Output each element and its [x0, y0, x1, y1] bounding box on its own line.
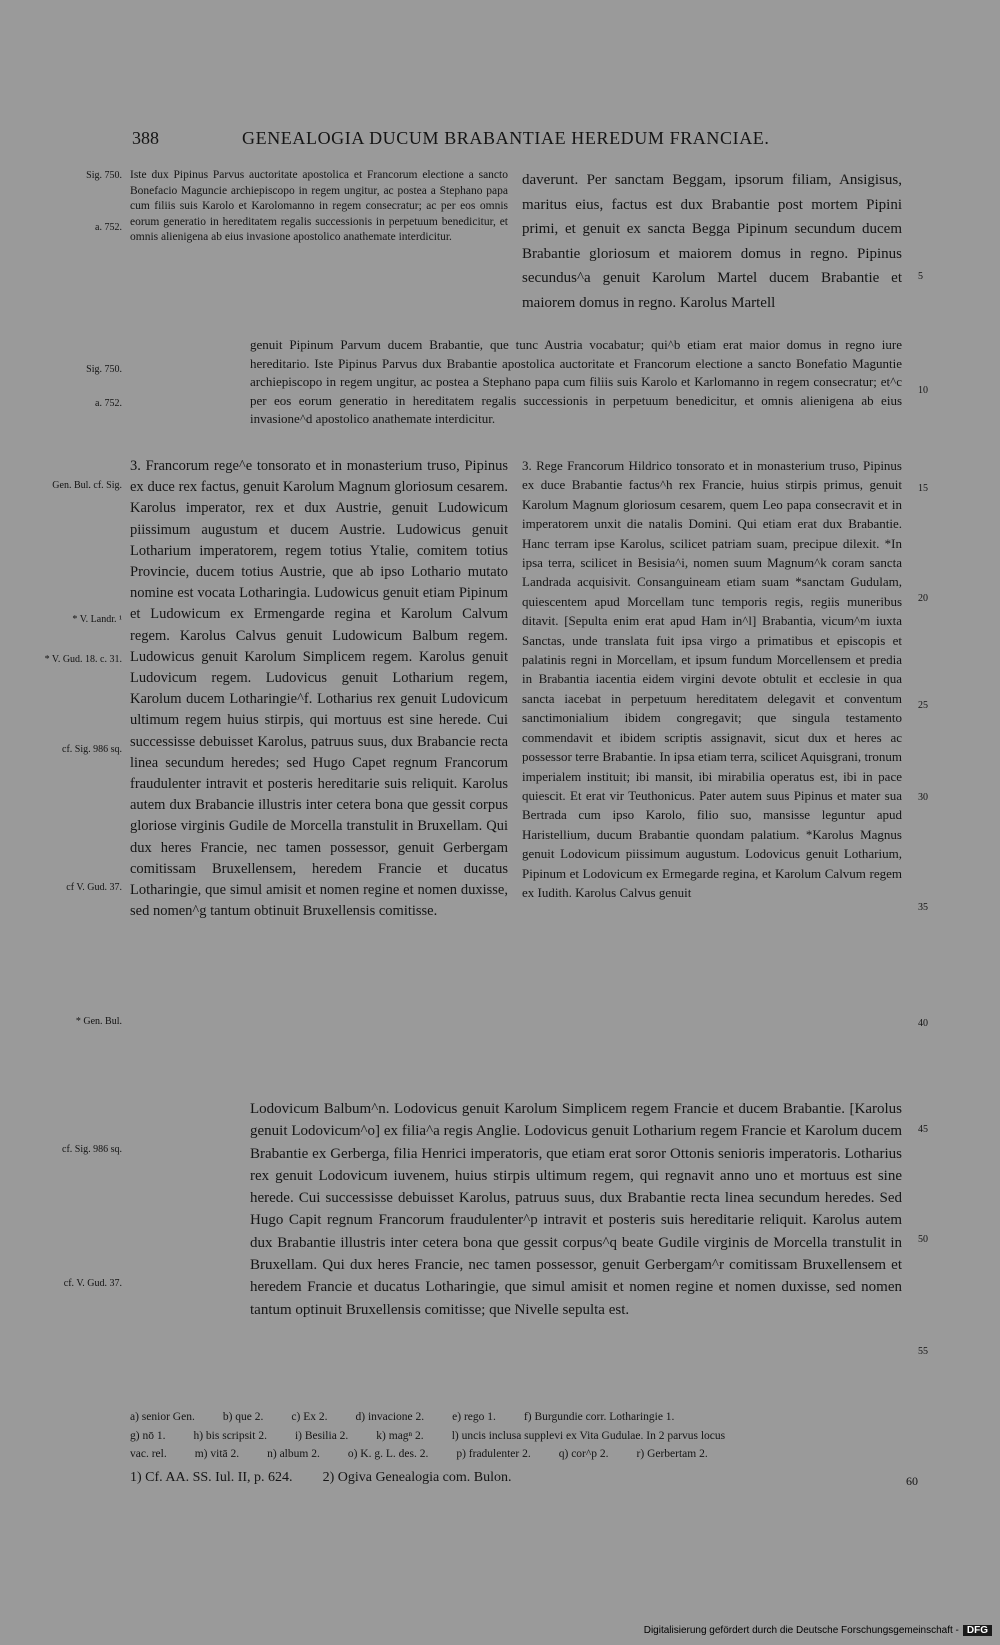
left-column-text: 3. Francorum rege^e tonsorato et in monasterium truso, Pipinus ex duce rex factus, genuit Karolum Magnum gloriosum cesarem. Karolus imperator, rex et dux Austrie, genuit Ludowicum piissimum augustum et ducem Austrie. Ludowicus genuit Lotharium imperatorem, regem totius Ytalie, comitem totius Provincie, ducem totius Austrie, que ab ipso Lothario mutato nomine est vocata Lotharingia. Ludowicus genuit etiam Pipinum et Ludowicum ex Ermengarde regina et Karolum Calvum regem. Karolus Calvus genuit Ludowicum Balbum regem. Ludowicus genuit Karolum Simplicem regem. Karolus genuit Ludovicum regem. Ludovicus genuit Lotharium regem, Karolum ducem Lotharingie^f. Lotharius rex genuit Ludovicum ultimum regem huius stirpis, qui mortuus est sine herede. Cui successisse debuisset Karolus, patruus suus, dux Brabancie recta linea secundum heredes; sed Hugo Capet regnum Francorum fraudulenter intravit et posteris hereditarie suis reliquit. Karolus autem dux Brabancie illustris inter cetera bona que gessit corpus gloriose virginis Gudile de Morcella transtulit in Bruxellam. Qui dux heres Francie, nec tamen possessor, genuit Gerbergam comitissam Bruxellensem, heredem Francie et ducatus Lotharingie, que simul amisit et nomen regine et nomen duxisse, sed nomen^g tantum obtinuit Bruxellensis comitisse.	[130, 458, 508, 920]
text-block-full-2: Lodovicum Balbum^n. Lodovicus genuit Karolum Simplicem regem Francie et ducem Brabantie. [Karolus genuit Lodovicum^o] ex filia^a regis Anglie. Lodovicus genuit Lotharium regem Francie et Karolum ducem Brabantie ex Gerberga, filia Henrici imperatoris, que etiam erat soror Ottonis senioris imperatoris. Lotharius rex genuit Lodovicum iuvenem, huius stirpis ultimum regem, qui regnavit anno uno et mortuus est sine herede. Cui successisse debuisset Karolus, patruus suus, dux Brabantie recta linea secundum heredes. Sed Hugo Capit regnum Francorum fraudulenter^p intravit et posteris suis hereditarie reliquit. Karolus autem dux Brabantie illustris inter cetera bona que gessit corpus^q beate Gudile virginis de Morcella transtulit in Bruxellam. Qui dux heres Francie, nec tamen possessor, genuit Gerbergam^r comitissam Bruxellensem et heredem Francie et ducatus Lotharingie, que simul amisit et nomen regine et nomen duxisse, sed nomen tantum optinuit Bruxellensis comitisse; que Nivelle sepulta est.	[250, 1101, 902, 1318]
line-number: 15	[918, 483, 928, 494]
line-number: 55	[918, 1346, 928, 1357]
footer-line-number: 60	[906, 1474, 918, 1488]
line-number: 5	[918, 271, 923, 282]
margin-ref: a. 752.	[95, 222, 122, 233]
footnote: 2) Ogiva Genealogia com. Bulon.	[322, 1470, 512, 1485]
margin-ref: cf. Sig. 986 sq.	[62, 1144, 122, 1155]
variant-notes-line: a) senior Gen. b) que 2. c) Ex 2. d) invacione 2. e) rego 1. f) Burgundie corr. Lotharingie 1.	[130, 1411, 675, 1423]
variant-notes	[130, 1408, 902, 1464]
right-column-text: 3. Rege Francorum Hildrico tonsorato et in monasterium truso, Pipinus ex duce Brabantie factus^h rex Francie, huius stirpis primus, genuit Karolum Magnum gloriosum cesarem, quem Leo papa consecravit et in imperatorem unxit die natalis Domini. Qui etiam erat dux Brabantie. Hanc terram ipse Karolus, scilicet patriam suam, precipue dilexit. *In ipsa terra, scilicet in Besisia^i, nomen suum Magnum^k coram sancta Landrada acquisivit. Consanguineam etiam suam *sanctam Gudulam, quiescentem apud Morcellam tunc temporis regis, regiis muneribus ditavit. [Sepulta enim erat apud Ham in^l] Brabantia, vicum^m iuxta Sanctas, unde translata fuit ipsa virgo a primatibus et episcopis et palatinis regni in Morcellam, et ipsum fundum Morcellensem et predia in Brabantia iacentia eidem virgini devote obtulit et ecclesie in qua sancta iacebat in perpetuum hereditatem delegavit et conventum sanctimonialium ibidem congregavit; que singula testamento commendavit et ibidem scriptis assignavit, sicut dux et heres ac possessor terre Brabantie. In ipsa etiam terra, scilicet Aquisgrani, tronum imperialem instituit; ibi mansit, ibi mirabilia operatus est, ibi in pace quiescit. Et erat vir Teuthonicus. Pater autem suus Pipinus et mater sua Bertrada cum ipso Karolo, filio suo, mansisse leguntur apud Haristellium, ducum Brabantie quondam palatium. *Karolus Magnus genuit Lodovicum piissimum augustum. Lodovicus genuit Lotharium, Pipinum et Lodovicum ex Ermegarde regina, et Karolum Calvum regem ex Iudith. Karolus Calvus genuit	[522, 458, 902, 900]
line-number: 40	[918, 1018, 928, 1029]
line-number: 45	[918, 1124, 928, 1135]
dfg-credit: Digitalisierung gefördert durch die Deutsche Forschungsgemeinschaft - DFG	[644, 1625, 992, 1636]
line-number: 35	[918, 902, 928, 913]
page-title: GENEALOGIA DUCUM BRABANTIAE HEREDUM FRANCIAE.	[242, 128, 770, 148]
variant-notes-line: vac. rel. m) vitā 2. n) album 2. o) K. g. L. des. 2. p) fradulenter 2. q) cor^p 2. r) Gerbertam 2.	[130, 1448, 708, 1460]
margin-ref: Sig. 750.	[86, 170, 122, 181]
text-block-top-right: daverunt. Per sanctam Beggam, ipsorum filiam, Ansigisus, maritus eius, factus est dux Brabantie post mortem Pipini primi, et genuit ex sancta Begga Pipinum secundum ducem Brabantie gloriosum et maiorem domus in regno. Pipinus secundus^a genuit Karolum Martel ducem Brabantie et maiorem domus in regno. Karolus Martell	[522, 172, 902, 311]
text-block-full-1: genuit Pipinum Parvum ducem Brabantie, que tunc Austria vocabatur; qui^b etiam erat maior domus in regno iure hereditario. Iste Pipinus Parvus dux Brabantie apostolica auctoritate et Francorum electione a sancto Bonefatio Maguntie archiepiscopo in regem ungitur, ac postea a Stephano papa cum filiis suis Karolo et Karlomanno in regem consecratur; et^c per eos eorum generatio in hereditatem regalis successionis in perpetuum benedicitur, et omnis alienigena ab eius invasione^d apostolico anathemate interdicitur.	[250, 337, 902, 426]
line-number: 25	[918, 700, 928, 711]
line-number: 10	[918, 385, 928, 396]
footnote: 1) Cf. AA. SS. Iul. II, p. 624.	[130, 1470, 293, 1485]
margin-ref: Sig. 750.	[86, 364, 122, 375]
variant-notes-line: g) nō 1. h) bis scripsit 2. i) Besilia 2. k) magⁿ 2. l) uncis inclusa supplevi ex Vita Gudulae. In 2 parvus locus	[130, 1429, 726, 1442]
line-number: 30	[918, 792, 928, 803]
page-number: 388	[132, 128, 159, 148]
margin-ref: * V. Landr. ¹	[72, 614, 122, 625]
margin-ref: Gen. Bul. cf. Sig.	[52, 480, 122, 491]
margin-ref: cf V. Gud. 37.	[66, 882, 122, 893]
margin-ref: a. 752.	[95, 398, 122, 409]
line-number: 50	[918, 1234, 928, 1245]
margin-ref: * V. Gud. 18. c. 31.	[44, 654, 122, 665]
margin-ref: cf. V. Gud. 37.	[63, 1278, 122, 1289]
dfg-logo: DFG	[963, 1625, 992, 1636]
margin-ref: * Gen. Bul.	[75, 1016, 122, 1027]
footnotes	[130, 1470, 542, 1486]
running-head	[0, 128, 1000, 152]
margin-ref: cf. Sig. 986 sq.	[62, 744, 122, 755]
line-number: 20	[918, 593, 928, 604]
text-block-top-left: Iste dux Pipinus Parvus auctoritate apostolica et Francorum electione a sancto Bonefacio Maguncie archiepiscopo in regem ungitur, ac postea a Stephano papa cum filiis suis Karolo et Karolomanno in regem consecratur; ac per eos omnis eorum generatio in hereditatem regalis successionis in perpetuum benedicitur, et omnis alienigena ab eius invasione apostolico anathemate interdicitur.	[130, 169, 508, 244]
